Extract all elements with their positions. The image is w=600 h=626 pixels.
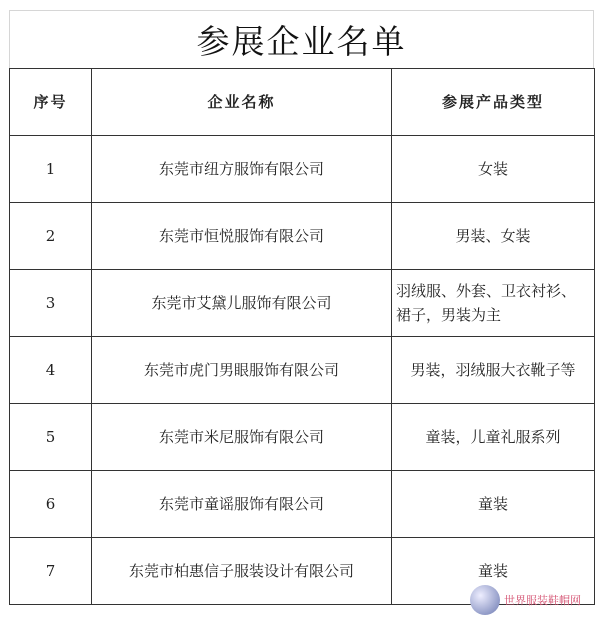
table-row <box>10 404 595 471</box>
company-name: 东莞市米尼服饰有限公司 <box>92 404 392 471</box>
globe-icon <box>470 585 500 615</box>
exhibitor-table <box>9 68 595 605</box>
product-type: 女装 <box>392 136 595 203</box>
product-type: 童装 <box>392 538 595 605</box>
table-row <box>10 203 595 270</box>
row-number: 6 <box>10 471 92 538</box>
product-type: 男装，羽绒服大衣靴子等 <box>392 337 595 404</box>
table-row <box>10 136 595 203</box>
header-type: 参展产品类型 <box>392 69 595 136</box>
table-row <box>10 270 595 337</box>
product-type: 羽绒服、外套、卫衣衬衫、裙子，男装为主 <box>392 270 595 337</box>
watermark-text: 世界服装鞋帽网 <box>504 594 581 607</box>
row-number: 4 <box>10 337 92 404</box>
page-title: 参展企业名单 <box>196 21 407 61</box>
company-name: 东莞市童谣服饰有限公司 <box>92 471 392 538</box>
header-company: 企业名称 <box>92 69 392 136</box>
company-name: 东莞市艾黛儿服饰有限公司 <box>92 270 392 337</box>
product-type: 童装 <box>392 471 595 538</box>
row-number: 1 <box>10 136 92 203</box>
watermark <box>470 585 581 615</box>
row-number: 5 <box>10 404 92 471</box>
company-name: 东莞市虎门男眼服饰有限公司 <box>92 337 392 404</box>
row-number: 7 <box>10 538 92 605</box>
table-header-row <box>10 69 595 136</box>
product-type: 男装、女装 <box>392 203 595 270</box>
table-row <box>10 337 595 404</box>
row-number: 2 <box>10 203 92 270</box>
company-name: 东莞市恒悦服饰有限公司 <box>92 203 392 270</box>
header-no: 序号 <box>10 69 92 136</box>
row-number: 3 <box>10 270 92 337</box>
company-name: 东莞市纽方服饰有限公司 <box>92 136 392 203</box>
product-type: 童装，儿童礼服系列 <box>392 404 595 471</box>
table-row <box>10 471 595 538</box>
company-name: 东莞市柏惠信子服装设计有限公司 <box>92 538 392 605</box>
